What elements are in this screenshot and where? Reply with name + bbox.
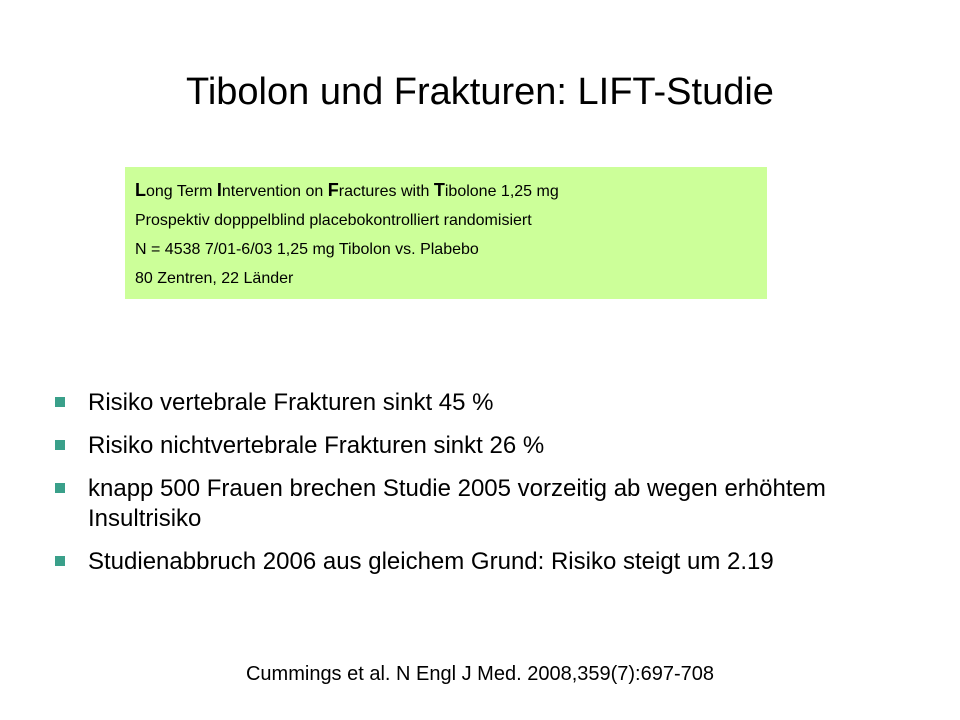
- square-bullet-icon: [55, 397, 65, 407]
- list-item-text: Risiko nichtvertebrale Frakturen sinkt 26 %: [88, 432, 545, 459]
- findings-list: [55, 388, 915, 590]
- acronym-letter-i: I: [216, 180, 222, 200]
- list-item-text: Risiko vertebrale Frakturen sinkt 45 %: [88, 389, 494, 416]
- list-item-text: knapp 500 Frauen brechen Studie 2005 vorzeitig ab wegen erhöhtem Insultrisiko: [88, 475, 826, 532]
- acronym-letter-l: L: [135, 180, 146, 200]
- study-centers-line: 80 Zentren, 22 Länder: [135, 270, 294, 287]
- acronym-letter-t: T: [433, 180, 445, 200]
- list-item: [55, 547, 915, 577]
- list-item-text: Studienabbruch 2006 aus gleichem Grund: Risiko steigt um 2.19: [88, 548, 774, 575]
- study-name-line: Long Term Intervention on Fractures with Tibolone 1,25 mg: [135, 180, 559, 200]
- citation: Cummings et al. N Engl J Med. 2008,359(7):697-708: [245, 663, 715, 685]
- list-item: [55, 388, 915, 418]
- acronym-letter-f: F: [327, 180, 339, 200]
- square-bullet-icon: [55, 556, 65, 566]
- study-info-box: [125, 167, 767, 299]
- study-sample-line: N = 4538 7/01-6/03 1,25 mg Tibolon vs. Plabebo: [135, 241, 479, 258]
- study-design-line: Prospektiv dopppelblind placebokontrolliert randomisiert: [135, 212, 532, 229]
- square-bullet-icon: [55, 440, 65, 450]
- slide-title: Tibolon und Frakturen: LIFT-Studie: [186, 71, 774, 113]
- square-bullet-icon: [55, 483, 65, 493]
- list-item: [55, 474, 915, 534]
- list-item: [55, 431, 915, 461]
